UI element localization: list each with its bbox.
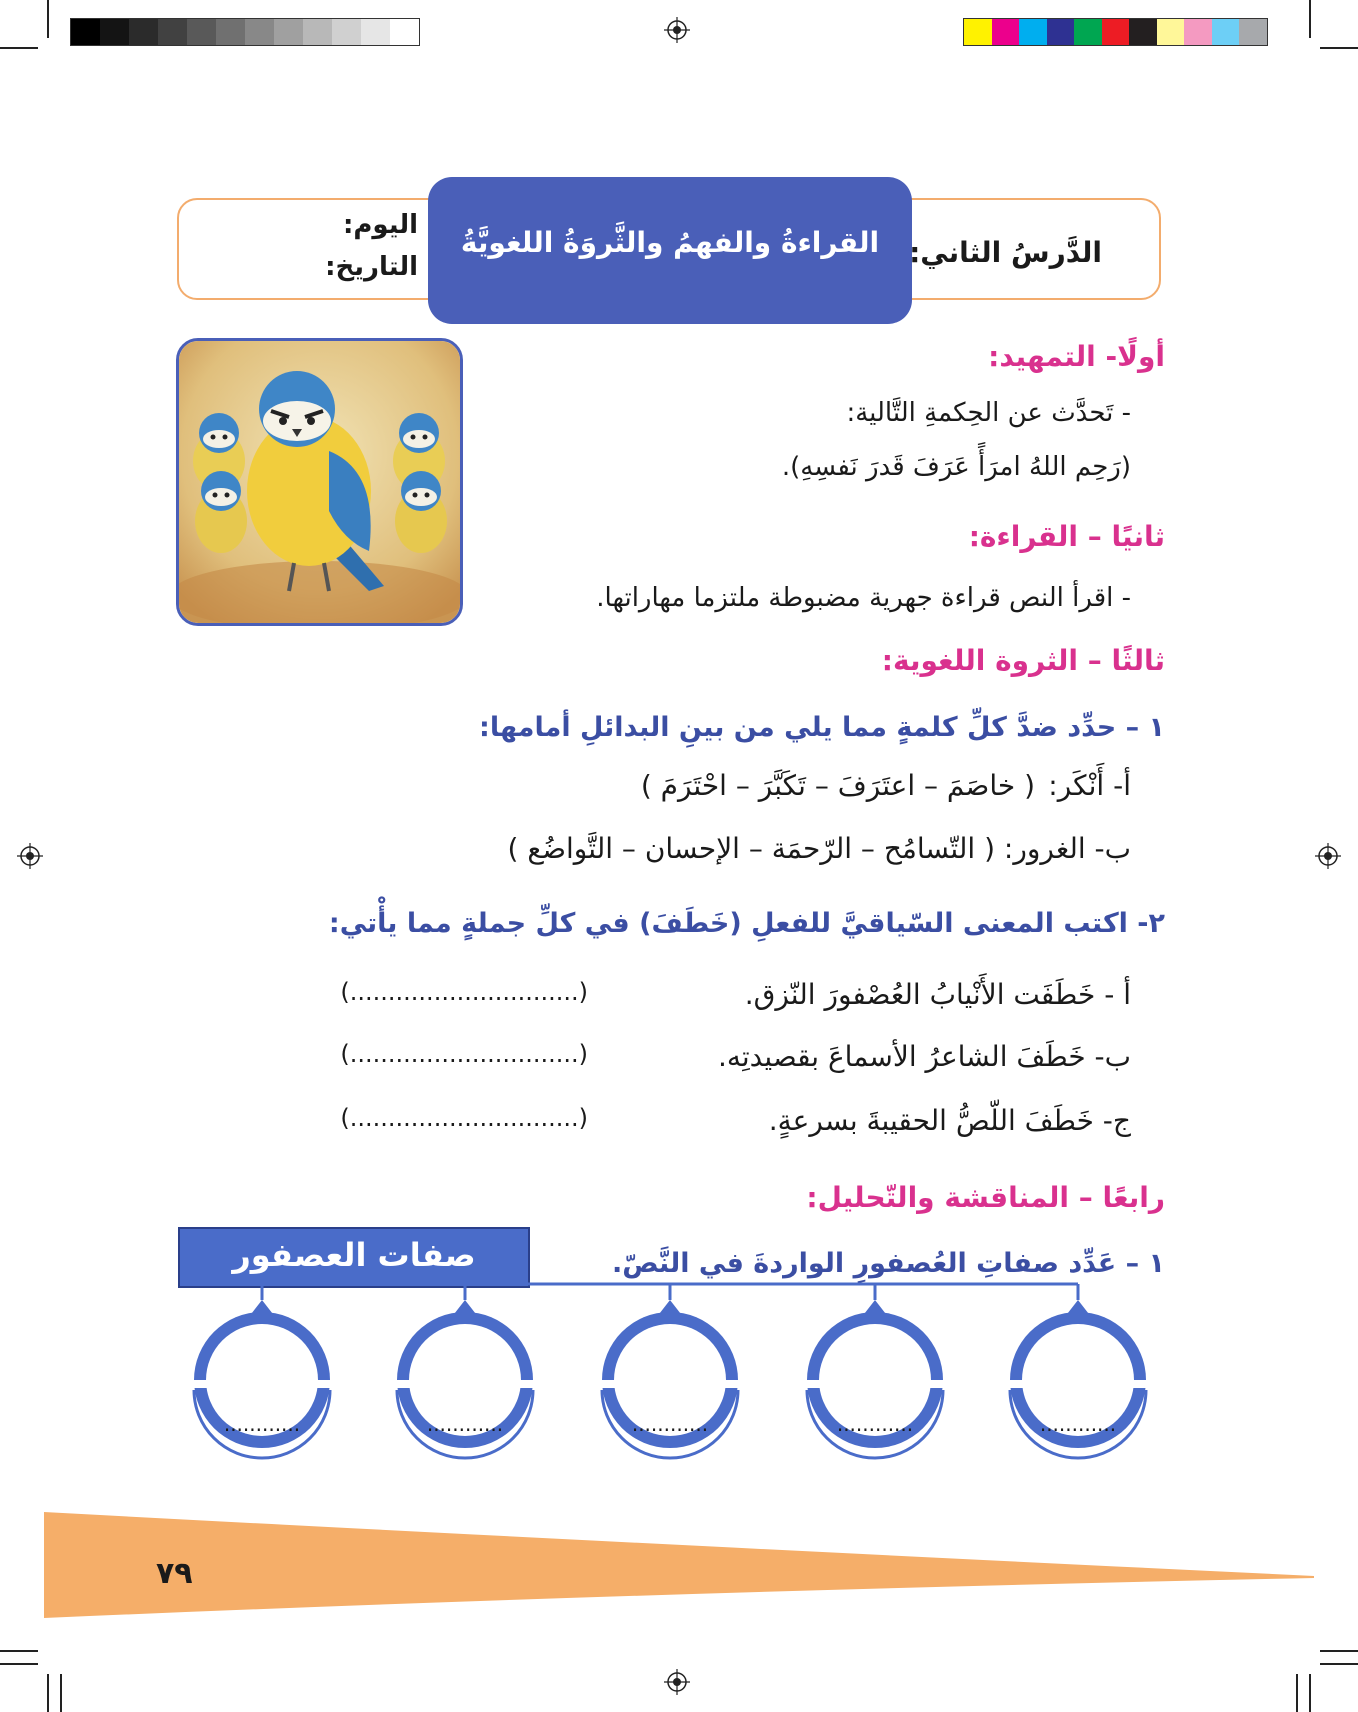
crop-mark bbox=[47, 1674, 49, 1712]
attribute-blank[interactable]: ............ bbox=[1039, 1412, 1117, 1436]
crop-mark bbox=[1320, 47, 1358, 49]
registration-mark-icon bbox=[664, 17, 690, 43]
registration-mark-icon bbox=[1315, 843, 1341, 869]
crop-mark bbox=[1296, 1674, 1298, 1712]
section-heading-discussion: رابعًا – المناقشة والتّحليل: bbox=[806, 1181, 1165, 1214]
crop-mark bbox=[47, 0, 49, 38]
discussion-question-1: ١ – عَدِّد صفاتِ العُصفورِ الواردةَ في النَّصّ. bbox=[611, 1248, 1165, 1279]
sparrow-illustration bbox=[176, 338, 463, 626]
antonym-word-a: أ- أَنْكَر: bbox=[1048, 769, 1131, 802]
section-heading-intro: أولًا- التمهيد: bbox=[988, 340, 1165, 373]
section-heading-vocabulary: ثالثًا – الثروة اللغوية: bbox=[881, 644, 1165, 677]
grayscale-calibration-bar bbox=[70, 18, 420, 46]
answer-blank[interactable]: (..............................) bbox=[340, 978, 588, 1006]
attributes-diagram bbox=[170, 1280, 1180, 1470]
crop-mark bbox=[60, 1674, 62, 1712]
date-label: التاريخ: bbox=[325, 252, 418, 282]
attribute-blank[interactable]: ............ bbox=[223, 1412, 301, 1436]
context-sentence: أ - خَطَفَت الأَنْيابُ العُصْفورَ النّزق. bbox=[744, 978, 1131, 1011]
section-heading-reading: ثانيًا – القراءة: bbox=[968, 520, 1165, 553]
reading-instruction: - اقرأ النص قراءة جهرية مضبوطة ملتزما مهاراتها. bbox=[596, 583, 1131, 613]
attribute-blank[interactable]: ............ bbox=[631, 1412, 709, 1436]
page-number: ٧٩ bbox=[156, 1556, 193, 1591]
context-sentence: ب- خَطَفَ الشاعرُ الأسماعَ بقصيدتِه. bbox=[717, 1040, 1131, 1073]
wisdom-quote: (رَحِم اللهُ امرَأً عَرَفَ قَدرَ نَفسِهِ). bbox=[781, 452, 1131, 482]
crop-mark bbox=[0, 47, 38, 49]
attribute-blank[interactable]: ............ bbox=[836, 1412, 914, 1436]
crop-mark bbox=[0, 1650, 38, 1652]
footer-band bbox=[44, 1500, 1314, 1620]
context-sentence: ج- خَطَفَ اللّصُّ الحقيبةَ بسرعةٍ. bbox=[768, 1104, 1131, 1137]
lesson-title: القراءةُ والفهمُ والثَّروَةُ اللغويَّةُ bbox=[460, 226, 880, 259]
vocabulary-question-2: ٢- اكتب المعنى السّياقيَّ للفعلِ (خَطَفَ) في كلِّ جملةٍ مما يأْتي: bbox=[328, 908, 1165, 939]
registration-mark-icon bbox=[17, 843, 43, 869]
crop-mark bbox=[1309, 0, 1311, 38]
registration-mark-icon bbox=[664, 1669, 690, 1695]
antonym-options-a: ( خاصَمَ – اعتَرَفَ – تَكَبَّرَ – احْتَرَمَ ) bbox=[640, 769, 1035, 802]
intro-instruction: - تَحدَّث عن الحِكمةِ التَّالية: bbox=[846, 398, 1131, 428]
antonym-item-b: ب- الغرور: ( التّسامُح – الرّحمَة – الإحسان – التَّواضُع ) bbox=[507, 832, 1131, 865]
crop-mark bbox=[0, 1663, 38, 1665]
answer-blank[interactable]: (..............................) bbox=[340, 1040, 588, 1068]
crop-mark bbox=[1320, 1663, 1358, 1665]
lesson-number: الدَّرسُ الثاني: bbox=[909, 236, 1102, 269]
crop-mark bbox=[1320, 1650, 1358, 1652]
day-label: اليوم: bbox=[342, 210, 418, 240]
attribute-blank[interactable]: ............ bbox=[426, 1412, 504, 1436]
answer-blank[interactable]: (..............................) bbox=[340, 1104, 588, 1132]
vocabulary-question-1: ١ – حدِّد ضدَّ كلِّ كلمةٍ مما يلي من بينِ البدائلِ أمامها: bbox=[479, 712, 1165, 743]
color-calibration-bar bbox=[963, 18, 1268, 46]
attributes-title: صفات العصفور bbox=[232, 1236, 476, 1274]
crop-mark bbox=[1309, 1674, 1311, 1712]
